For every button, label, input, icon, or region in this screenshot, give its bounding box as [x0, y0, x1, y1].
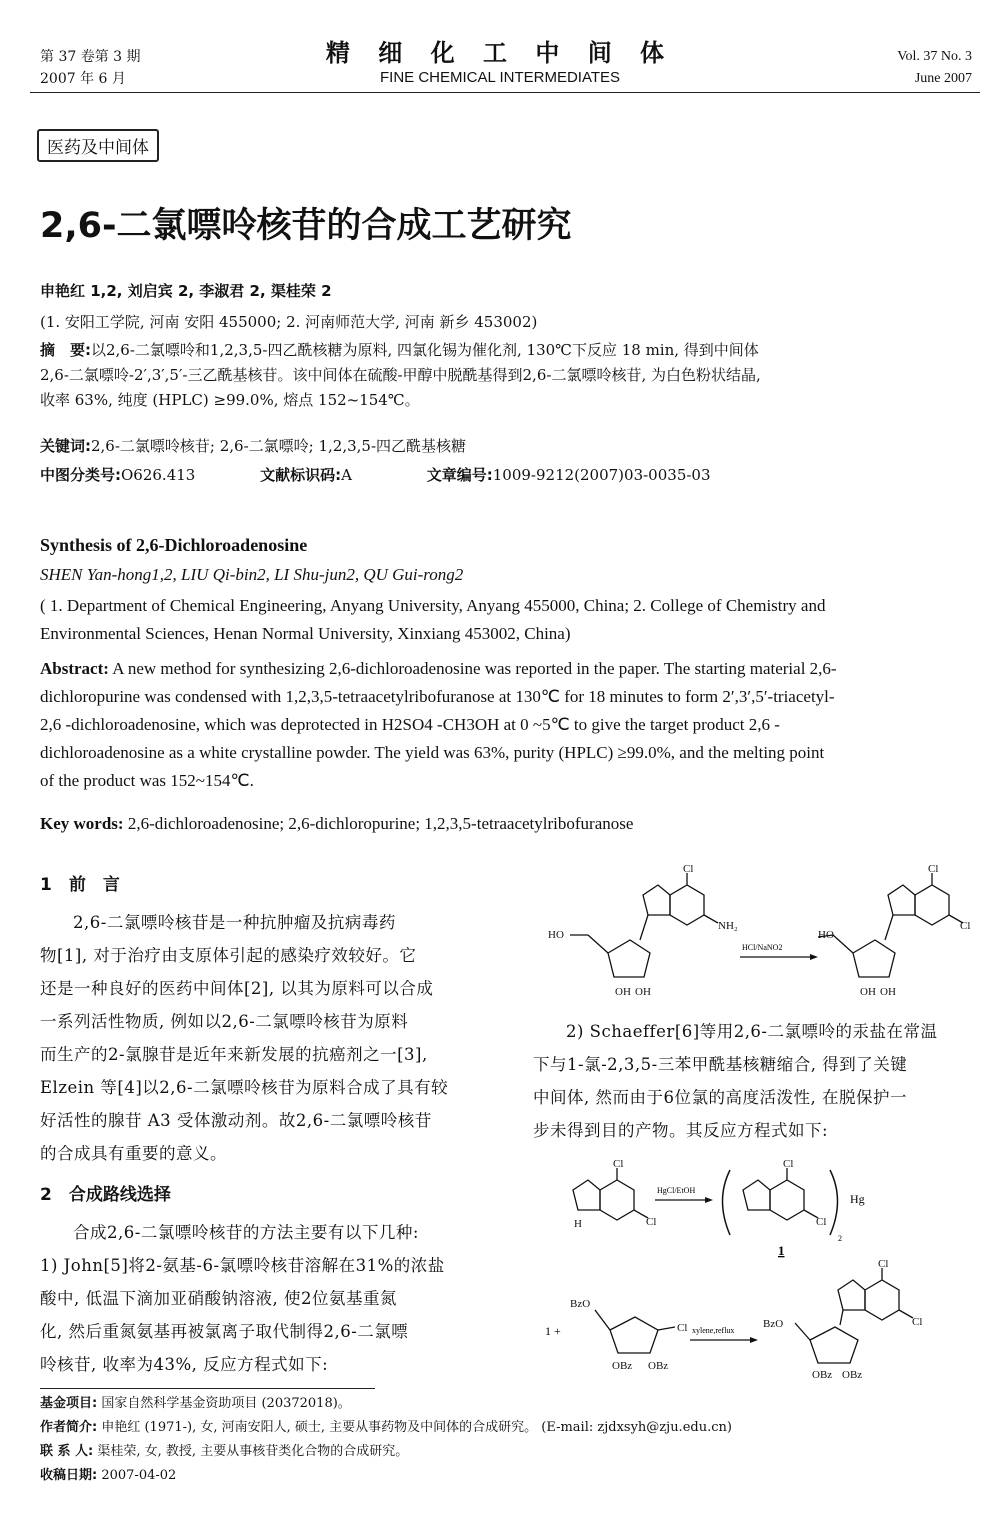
reaction-scheme-1 — [540, 865, 990, 1010]
author-text: 申艳红 (1971-), 女, 河南安阳人, 硕士, 主要从事药物及中间体的合成研究。 (E-mail: zjdxsyh@zju.edu.cn) — [101, 1420, 732, 1435]
svg-text:OH: OH — [615, 986, 631, 998]
body-line: 中间体, 然而由于6位氯的高度活泼性, 在脱保护一 — [533, 1088, 907, 1107]
body-line: 的合成具有重要的意义。 — [40, 1144, 227, 1163]
abstract-en-line: dichloroadenosine as a white crystalline powder. The yield was 63%, purity (HPLC) ≥99.0%, and the melting point — [40, 743, 825, 762]
svg-text:OBz: OBz — [612, 1360, 633, 1372]
article-value: 1009-9212(2007)03-0035-03 — [492, 466, 711, 484]
svg-text:Cl: Cl — [928, 865, 939, 875]
plus-label: 1 + — [545, 1324, 561, 1338]
contact-label: 联 系 人: — [40, 1444, 94, 1459]
body-line: Elzein 等[4]以2,6-二氯嘌呤核苷为原料合成了具有较 — [40, 1078, 449, 1097]
product-structure — [818, 873, 963, 977]
svg-text:OH: OH — [635, 986, 651, 998]
abstract-en — [40, 655, 985, 795]
svg-text:Cl: Cl — [683, 865, 694, 875]
journal-title-en: FINE CHEMICAL INTERMEDIATES — [379, 69, 621, 86]
svg-text:Cl: Cl — [783, 1158, 794, 1170]
reactant-structure — [570, 873, 718, 977]
abstract-en-label: Abstract: — [40, 659, 109, 678]
abstract-line: 2,6-二氯嘌呤-2′,3′,5′-三乙酰基核苷。该中间体在硫酸-甲醇中脱酰基得到2,6-二氯嘌呤核苷, 为白色粉状结晶, — [40, 366, 761, 384]
title-en: Synthesis of 2,6-Dichloroadenosine — [40, 535, 308, 555]
svg-text:BzO: BzO — [763, 1318, 784, 1330]
svg-text:2: 2 — [838, 1234, 842, 1243]
body-line: 还是一种良好的医药中间体[2], 以其为原料可以合成 — [40, 979, 434, 998]
affiliation-en — [40, 592, 985, 648]
body-line: 2,6-二氯嘌呤核苷是一种抗肿瘤及抗病毒药 — [73, 913, 396, 932]
received-date: 2007-04-02 — [101, 1468, 177, 1483]
body-line: 好活性的腺苷 A3 受体激动剂。故2,6-二氯嘌呤核苷 — [40, 1111, 432, 1130]
clc-value: O626.413 — [121, 466, 196, 484]
fund-label: 基金项目: — [40, 1396, 98, 1411]
body-line: 2) Schaeffer[6]等用2,6-二氯嘌呤的汞盐在常温 — [566, 1022, 938, 1041]
paper-title: 2,6-二氯嘌呤核苷的合成工艺研究 — [40, 206, 572, 246]
authors-cn: 申艳红 1,2, 刘启宾 2, 李淑君 2, 渠桂荣 2 — [40, 282, 332, 300]
keywords-en-text: 2,6-dichloroadenosine; 2,6-dichloropurine; 1,2,3,5-tetraacetylribofuranose — [123, 814, 634, 833]
section-1-body — [40, 906, 495, 1170]
compound-number: 1 — [778, 1243, 785, 1258]
svg-text:OBz: OBz — [842, 1369, 863, 1380]
keywords-en-label: Key words: — [40, 814, 124, 833]
abstract-cn — [40, 338, 985, 413]
reagent-label: HgCl/EtOH — [657, 1186, 696, 1195]
svg-text:Cl: Cl — [646, 1216, 657, 1228]
svg-text:Cl: Cl — [912, 1316, 923, 1328]
affil-line: Environmental Sciences, Henan Normal University, Xinxiang 453002, China) — [40, 624, 571, 643]
protected-nucleoside-structure — [795, 1268, 913, 1363]
svg-text:NH₂: NH₂ — [718, 920, 738, 932]
classification — [40, 463, 985, 488]
svg-text:Cl: Cl — [878, 1258, 889, 1270]
keywords-label: 关键词: — [40, 437, 91, 455]
body-line: 一系列活性物质, 例如以2,6-二氯嘌呤核苷为原料 — [40, 1012, 409, 1031]
abstract-line: 收率 63%, 纯度 (HPLC) ≥99.0%, 熔点 152~154℃。 — [40, 391, 420, 409]
mercury-salt-structure — [743, 1168, 818, 1220]
body-line: 化, 然后重氮氨基再被氯离子取代制得2,6-二氯嘌 — [40, 1322, 409, 1341]
svg-text:Cl: Cl — [960, 920, 971, 932]
body-line: 下与1-氯-2,3,5-三苯甲酰基核糖缩合, 得到了关键 — [533, 1055, 908, 1074]
article-label: 文章编号: — [426, 466, 493, 484]
footnotes — [40, 1392, 732, 1488]
section-2-heading: 2 合成路线选择 — [40, 1185, 171, 1205]
keywords-text: 2,6-二氯嘌呤核苷; 2,6-二氯嘌呤; 1,2,3,5-四乙酰基核糖 — [91, 437, 467, 455]
abstract-en-line: of the product was 152~154℃. — [40, 771, 254, 790]
svg-text:Cl: Cl — [677, 1322, 688, 1334]
affiliation-cn: (1. 安阳工学院, 河南 安阳 455000; 2. 河南师范大学, 河南 新乡 453002) — [40, 313, 538, 331]
date-en: June 2007 — [914, 71, 972, 86]
route-2-text — [533, 1015, 985, 1147]
volume-info — [897, 46, 972, 90]
section-1-heading: 1 前 言 — [40, 875, 120, 895]
body-line: 呤核苷, 收率为43%, 反应方程式如下: — [40, 1355, 329, 1374]
clc-label: 中图分类号: — [40, 466, 121, 484]
body-line: 1) John[5]将2-氨基-6-氯嘌呤核苷溶解在31%的浓盐 — [40, 1256, 445, 1275]
body-line: 而生产的2-氯腺苷是近年来新发展的抗癌剂之一[3], — [40, 1045, 428, 1064]
doc-value: A — [341, 466, 352, 484]
svg-text:Cl: Cl — [613, 1158, 624, 1170]
abstract-line: 以2,6-二氯嘌呤和1,2,3,5-四乙酰核糖为原料, 四氯化锡为催化剂, 130℃下反应 18 min, 得到中间体 — [91, 341, 759, 359]
authors-en: SHEN Yan-hong1,2, LIU Qi-bin2, LI Shu-jun2, QU Gui-rong2 — [40, 565, 464, 584]
svg-text:OBz: OBz — [812, 1369, 833, 1380]
journal-title-cn: 精 细 化 工 中 间 体 — [325, 38, 675, 67]
body-line: 合成2,6-二氯嘌呤核苷的方法主要有以下几种: — [73, 1223, 419, 1242]
doc-label: 文献标识码: — [260, 466, 342, 484]
abstract-en-line: 2,6 -dichloroadenosine, which was deprotected in H2SO4 -CH3OH at 0 ~5℃ to give the target product 2,6 - — [40, 715, 780, 734]
body-line: 物[1], 对于治疗由支原体引起的感染疗效较好。它 — [40, 946, 417, 965]
reagent-label: HCl/NaNO2 — [742, 943, 783, 952]
keywords-en — [40, 810, 985, 838]
body-line: 步未得到目的产物。其反应方程式如下: — [533, 1121, 829, 1140]
header-rule — [30, 92, 980, 93]
svg-text:Cl: Cl — [816, 1216, 827, 1228]
abstract-en-line: dichloropurine was condensed with 1,2,3,5-tetraacetylribofuranose at 130℃ for 18 minutes to form 2′,3′,5′-triacetyl- — [40, 687, 835, 706]
svg-text:HO: HO — [548, 929, 564, 941]
body-line: 酸中, 低温下滴加亚硝酸钠溶液, 使2位氨基重氮 — [40, 1289, 397, 1308]
author-label: 作者简介: — [40, 1420, 98, 1435]
issue-date: 2007 年 6 月 — [40, 71, 126, 87]
dichloropurine-structure — [573, 1168, 648, 1220]
svg-text:OBz: OBz — [648, 1360, 669, 1372]
mercury-label: Hg — [850, 1192, 865, 1206]
svg-text:HO: HO — [818, 929, 834, 941]
footnote-rule — [40, 1388, 375, 1389]
issue-number: 第 37 卷第 3 期 — [40, 49, 141, 65]
svg-text:OH: OH — [880, 986, 896, 998]
affil-line: ( 1. Department of Chemical Engineering, Anyang University, Anyang 455000, China; 2. College of Chemistry and — [40, 596, 826, 615]
contact-text: 渠桂荣, 女, 教授, 主要从事核苷类化合物的合成研究。 — [97, 1444, 409, 1459]
section-2-body — [40, 1216, 495, 1381]
abstract-en-line: A new method for synthesizing 2,6-dichloroadenosine was reported in the paper. The starting material 2,6- — [108, 659, 837, 678]
reaction-scheme-2 — [540, 1155, 990, 1380]
received-label: 收稿日期: — [40, 1468, 98, 1483]
journal-header — [0, 38, 1000, 88]
abstract-label: 摘 要: — [40, 341, 91, 359]
svg-text:H: H — [574, 1218, 582, 1230]
reagent-label: xylene,reflux — [692, 1326, 735, 1335]
svg-text:BzO: BzO — [570, 1298, 591, 1310]
fund-text: 国家自然科学基金资助项目 (20372018)。 — [101, 1396, 351, 1411]
sugar-structure — [595, 1310, 675, 1353]
svg-text:OH: OH — [860, 986, 876, 998]
volume-en: Vol. 37 No. 3 — [897, 49, 972, 64]
section-tag: 医药及中间体 — [37, 129, 159, 162]
keywords-cn — [40, 434, 985, 459]
